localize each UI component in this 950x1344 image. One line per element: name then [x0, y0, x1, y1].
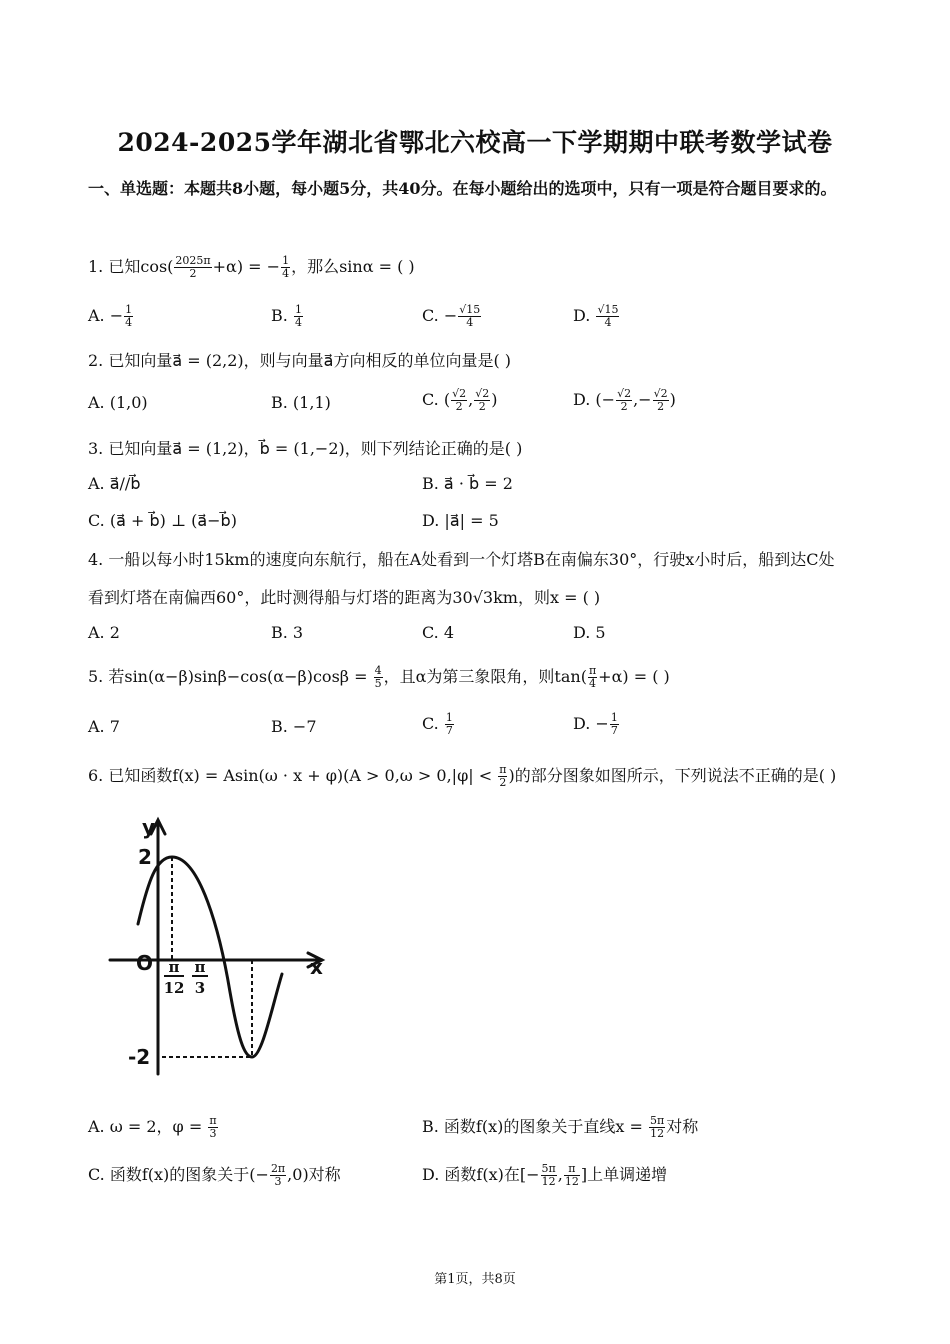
- q3-option-b[interactable]: B. a⃗ · b⃗ = 2: [422, 474, 513, 493]
- q6-option-d[interactable]: D. 函数f(x)在[− $\frac{5\pi}{12}$ , $\frac{\pi}{12}$ ]上单调递增: [422, 1162, 668, 1188]
- q4-option-d[interactable]: D. 5: [573, 623, 606, 642]
- question-4-line-1: 4. 一船以每小时15km的速度向东航行，船在A处看到一个灯塔B在南偏东30°，行驶x小时后，船到达C处: [88, 550, 835, 569]
- q3-option-d[interactable]: D. |a⃗| = 5: [422, 511, 499, 530]
- q2-option-a[interactable]: A. (1,0): [88, 393, 148, 412]
- origin-label: O: [136, 951, 154, 975]
- sine-curve: [138, 857, 282, 1057]
- page-footer: 第1页，共8页: [434, 1272, 516, 1287]
- q1-option-d[interactable]: D. $\frac{√15}{4}$: [573, 303, 619, 329]
- q1-option-c[interactable]: C. − $\frac{√15}{4}$: [422, 303, 481, 329]
- question-3: 3. 已知向量a⃗ = (1,2)，b⃗ = (1,−2)，则下列结论正确的是( ): [88, 439, 523, 458]
- q1-option-a[interactable]: A. − $\frac{1}{4}$: [88, 303, 133, 329]
- section-heading: 一、单选题：本题共8小题，每小题5分，共40分。在每小题给出的选项中，只有一项是符合题目要求的。: [88, 179, 837, 198]
- q5-option-a[interactable]: A. 7: [88, 717, 120, 736]
- q3-option-c[interactable]: C. (a⃗ + b⃗) ⊥ (a⃗−b⃗): [88, 511, 237, 530]
- question-2: 2. 已知向量a⃗ = (2,2)，则与向量a⃗方向相反的单位向量是( ): [88, 351, 512, 370]
- tick-2-numerator: π: [194, 958, 206, 976]
- question-1: 1. 已知cos( $\frac{2025\pi}{2}$ +α) = − $\frac{1}{4}$ ，那么sinα = ( ): [88, 254, 415, 280]
- y-axis-label: y: [142, 815, 156, 839]
- q6-option-a[interactable]: A. ω = 2，φ = $\frac{\pi}{3}$: [88, 1114, 217, 1140]
- y-max-label: 2: [138, 845, 152, 869]
- q6-option-b[interactable]: B. 函数f(x)的图象关于直线x = $\frac{5\pi}{12}$ 对称: [422, 1114, 699, 1140]
- question-5: 5. 若sin(α−β)sinβ−cos(α−β)cosβ = $\frac{4}{5}$ ，且α为第三象限角，则tan( $\frac{\pi}{4}$ +α) = ( ): [88, 664, 670, 690]
- q4-option-a[interactable]: A. 2: [88, 623, 120, 642]
- function-graph: [100, 812, 340, 1082]
- q3-option-a[interactable]: A. a⃗//b⃗: [88, 474, 141, 493]
- tick-1-denominator: 12: [163, 979, 185, 997]
- q6-option-c[interactable]: C. 函数f(x)的图象关于(− $\frac{2\pi}{3}$ ,0)对称: [88, 1162, 341, 1188]
- q2-option-b[interactable]: B. (1,1): [271, 393, 331, 412]
- y-min-label: -2: [128, 1045, 151, 1069]
- q1-option-b[interactable]: B. $\frac{1}{4}$: [271, 303, 302, 329]
- q4-option-b[interactable]: B. 3: [271, 623, 304, 642]
- q4-option-c[interactable]: C. 4: [422, 623, 455, 642]
- tick-1-numerator: π: [168, 958, 180, 976]
- q5-option-d[interactable]: D. − $\frac{1}{7}$: [573, 711, 618, 737]
- q2-option-d[interactable]: D. (− $\frac{√2}{2}$ ,− $\frac{√2}{2}$ ): [573, 387, 676, 413]
- q2-option-c[interactable]: C. ( $\frac{√2}{2}$ , $\frac{√2}{2}$ ): [422, 387, 498, 413]
- x-axis-label: x: [310, 955, 323, 979]
- question-6: 6. 已知函数f(x) = Asin(ω · x + φ)(A > 0,ω > 0,|φ| < $\frac{\pi}{2}$ )的部分图象如图所示，下列说法不正确的是( ): [88, 763, 837, 789]
- q5-option-b[interactable]: B. −7: [271, 717, 317, 736]
- q5-option-c[interactable]: C. $\frac{1}{7}$: [422, 711, 453, 737]
- page-title: 2024-2025学年湖北省鄂北六校高一下学期期中联考数学试卷: [117, 128, 833, 157]
- question-4-line-2: 看到灯塔在南偏西60°，此时测得船与灯塔的距离为30√3km，则x = ( ): [88, 588, 601, 607]
- tick-2-denominator: 3: [194, 979, 206, 997]
